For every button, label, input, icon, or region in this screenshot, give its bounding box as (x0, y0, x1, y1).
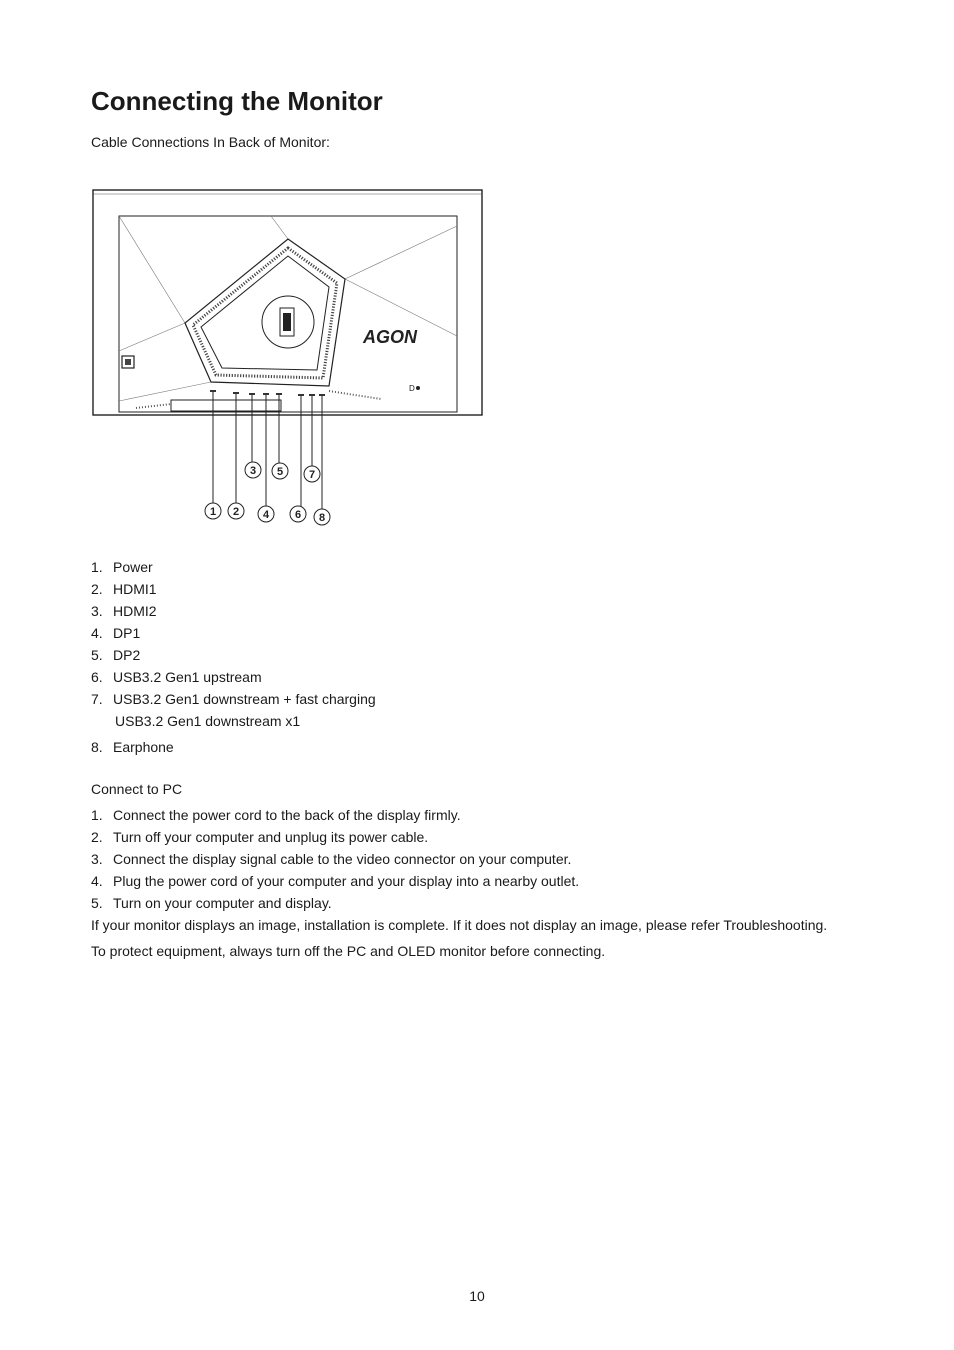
svg-text:8: 8 (318, 512, 326, 524)
svg-text:D: D (409, 384, 415, 393)
agon-logo: AGON (363, 327, 417, 347)
svg-text:3: 3 (249, 465, 257, 477)
callout-6 (290, 506, 306, 522)
stand-mount-outer (185, 239, 345, 386)
port-list (91, 556, 376, 758)
list-item: 6. USB3.2 Gen1 upstream (91, 669, 262, 685)
section-heading: Connect to PC (91, 781, 183, 797)
bottom-bracket (171, 400, 281, 411)
list-item: 8. Earphone (91, 739, 174, 755)
intro-text: Cable Connections In Back of Monitor: (91, 134, 330, 150)
svg-text:4: 4 (262, 509, 270, 521)
page-title: Connecting the Monitor (91, 86, 383, 116)
steps-list (91, 804, 579, 914)
port-strip (210, 390, 325, 396)
svg-text:2: 2 (232, 506, 240, 518)
svg-text:7: 7 (308, 469, 316, 481)
svg-text:6: 6 (294, 509, 302, 521)
list-item: 1. Power (91, 559, 153, 575)
callout-2 (228, 503, 244, 519)
callout-7 (304, 466, 320, 482)
list-item: 4. Plug the power cord of your computer and your display into a nearby outlet. (91, 873, 580, 889)
install-note: If your monitor displays an image, installation is complete. If it does not display an image, please refer Troubleshooting. (91, 917, 828, 933)
callout-1 (205, 503, 221, 519)
page-number: 10 (469, 1288, 485, 1304)
list-item: 3. Connect the display signal cable to the video connector on your computer. (91, 851, 572, 867)
svg-text:1: 1 (209, 506, 217, 518)
list-item: 4. DP1 (91, 625, 141, 641)
callout-8 (314, 509, 330, 525)
monitor-housing (93, 190, 482, 415)
list-item: 7. USB3.2 Gen1 downstream + fast charging (91, 691, 376, 707)
list-item: 5. DP2 (91, 647, 141, 663)
callout-5 (272, 463, 288, 479)
monitor-back-diagram (91, 186, 491, 536)
svg-text:5: 5 (276, 466, 284, 478)
list-item-sub: USB3.2 Gen1 downstream x1 (115, 713, 301, 729)
list-item: 5. Turn on your computer and display. (91, 895, 332, 911)
list-item: 3. HDMI2 (91, 603, 157, 619)
list-item: 2. Turn off your computer and unplug its power cable. (91, 829, 429, 845)
stand-mount-stripe (193, 248, 337, 378)
protect-note: To protect equipment, always turn off the PC and OLED monitor before connecting. (91, 943, 606, 959)
callout-4 (258, 506, 274, 522)
list-item: 2. HDMI1 (91, 581, 157, 597)
callout-3 (245, 462, 261, 478)
list-item: 1. Connect the power cord to the back of the display firmly. (91, 807, 461, 823)
stand-mount-inner (201, 256, 329, 370)
